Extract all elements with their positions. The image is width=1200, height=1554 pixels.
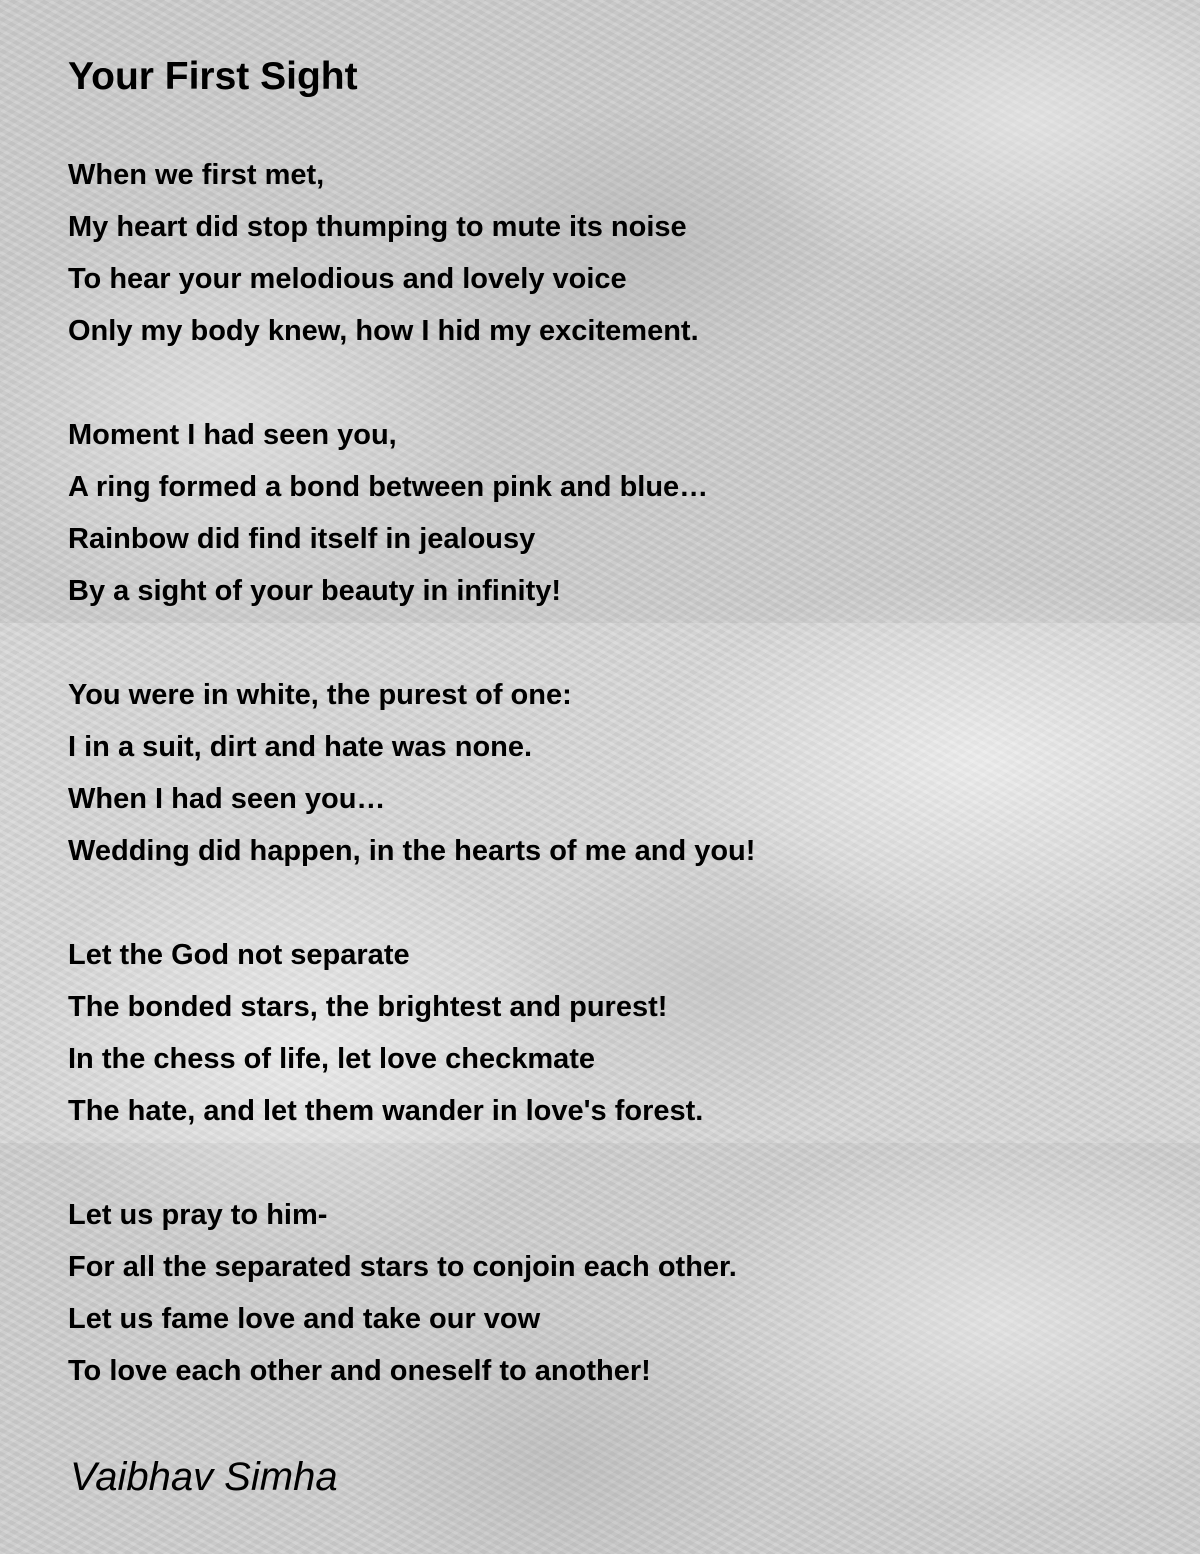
poem-line: My heart did stop thumping to mute its noise bbox=[68, 211, 687, 243]
poem-line: In the chess of life, let love checkmate bbox=[68, 1043, 596, 1075]
poem-line: You were in white, the purest of one: bbox=[68, 679, 572, 711]
poem-body bbox=[68, 149, 1168, 1449]
poem-line: I in a suit, dirt and hate was none. bbox=[68, 731, 533, 763]
stanza-4 bbox=[68, 929, 1168, 1137]
poem-title: Your First Sight bbox=[68, 55, 358, 98]
stanza-5 bbox=[68, 1189, 1168, 1397]
poem-line: A ring formed a bond between pink and blue… bbox=[68, 471, 709, 503]
poem-line: For all the separated stars to conjoin each other. bbox=[68, 1251, 737, 1283]
poem-line: When I had seen you… bbox=[68, 783, 386, 815]
poem-line: Rainbow did find itself in jealousy bbox=[68, 523, 536, 555]
poem-line: The bonded stars, the brightest and purest! bbox=[68, 991, 668, 1023]
poem-line: The hate, and let them wander in love's forest. bbox=[68, 1095, 704, 1127]
poem-line: Let the God not separate bbox=[68, 939, 410, 971]
stanza-1 bbox=[68, 149, 1168, 357]
poem-line: By a sight of your beauty in infinity! bbox=[68, 575, 562, 607]
poem-line: Wedding did happen, in the hearts of me and you! bbox=[68, 835, 756, 867]
poem-line: To hear your melodious and lovely voice bbox=[68, 263, 627, 295]
poem-line: Only my body knew, how I hid my excitement. bbox=[68, 315, 699, 347]
poem-line: Let us pray to him- bbox=[68, 1199, 328, 1231]
poem-line: To love each other and oneself to another! bbox=[68, 1355, 651, 1387]
poem-author: Vaibhav Simha bbox=[70, 1455, 338, 1499]
poem-line: Moment I had seen you, bbox=[68, 419, 397, 451]
poem-line: When we first met, bbox=[68, 159, 325, 191]
stanza-2 bbox=[68, 409, 1168, 617]
poem-line: Let us fame love and take our vow bbox=[68, 1303, 541, 1335]
stanza-3 bbox=[68, 669, 1168, 877]
